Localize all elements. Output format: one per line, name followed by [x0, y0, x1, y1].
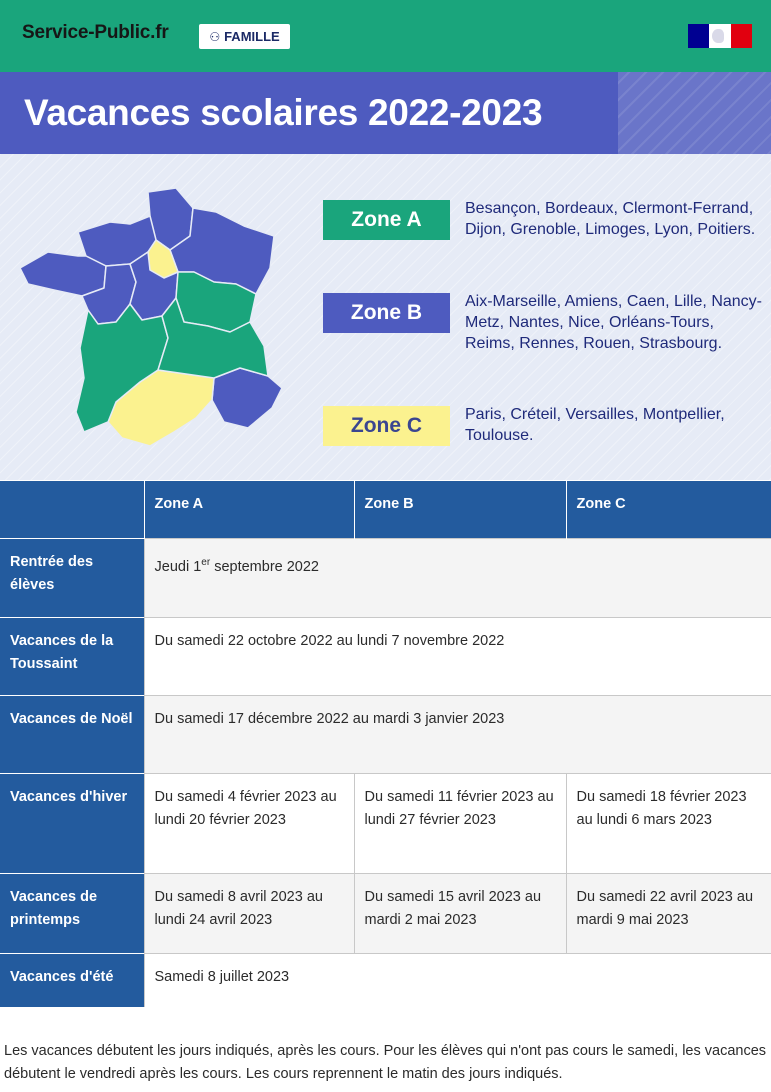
row-label: Vacances d'hiver [0, 773, 144, 873]
zone-c-cities: Paris, Créteil, Versailles, Montpellier, Toulouse. [465, 406, 725, 444]
all-zones-cell: Jeudi 1er septembre 2022 [144, 538, 771, 617]
map-region-paca [212, 368, 282, 428]
table-row [0, 873, 771, 953]
table-row [0, 953, 771, 1007]
row-label: Vacances de printemps [0, 873, 144, 953]
family-icon: ⚇ [209, 29, 221, 44]
zone-c-chip: Zone C [323, 406, 450, 446]
badge-label: FAMILLE [224, 29, 280, 44]
france-zones-map [18, 186, 290, 452]
header-zone-b: Zone B [354, 481, 566, 538]
row-label: Vacances de la Toussaint [0, 617, 144, 695]
header-empty-cell [0, 481, 144, 538]
famille-badge[interactable] [199, 24, 290, 49]
footnote: Les vacances débutent les jours indiqués, après les cours. Pour les élèves qui n'ont pas cours le samedi, les vacances débutent le vendredi après les cours. Les cours reprennent le matin des jours indiqués. [4, 1043, 767, 1082]
holidays-table [0, 481, 771, 1007]
all-zones-cell: Samedi 8 juillet 2023 [144, 953, 771, 1007]
marianne-flag-logo[interactable] [688, 24, 752, 48]
zone-b-cell: Du samedi 15 avril 2023 au mardi 2 mai 2023 [354, 873, 566, 953]
table-row [0, 773, 771, 873]
header-zone-a: Zone A [144, 481, 354, 538]
table-row [0, 617, 771, 695]
page-title: Vacances scolaires 2022-2023 [24, 92, 543, 133]
zone-c-cell: Du samedi 22 avril 2023 au mardi 9 mai 2023 [566, 873, 771, 953]
zone-a-cell: Du samedi 4 février 2023 au lundi 20 février 2023 [144, 773, 354, 873]
site-brand[interactable]: Service-Public.fr [22, 22, 169, 43]
zone-c-cell: Du samedi 18 février 2023 au lundi 6 mars 2023 [566, 773, 771, 873]
table-header-row [0, 481, 771, 538]
zone-a-chip: Zone A [323, 200, 450, 240]
zone-a-cities: Besançon, Bordeaux, Clermont-Ferrand, Dijon, Grenoble, Limoges, Lyon, Poitiers. [465, 200, 756, 238]
row-label: Vacances de Noël [0, 695, 144, 773]
row-label: Vacances d'été [0, 953, 144, 1007]
table-row [0, 538, 771, 617]
zone-b-cities: Aix-Marseille, Amiens, Caen, Lille, Nancy-Metz, Nantes, Nice, Orléans-Tours, Reims, Rennes, Rouen, Strasbourg. [465, 293, 762, 352]
row-label: Rentrée des élèves [0, 538, 144, 617]
zone-b-chip: Zone B [323, 293, 450, 333]
all-zones-cell: Du samedi 17 décembre 2022 au mardi 3 janvier 2023 [144, 695, 771, 773]
table-row [0, 695, 771, 773]
all-zones-cell: Du samedi 22 octobre 2022 au lundi 7 novembre 2022 [144, 617, 771, 695]
header-zone-c: Zone C [566, 481, 771, 538]
zone-b-cell: Du samedi 11 février 2023 au lundi 27 février 2023 [354, 773, 566, 873]
zone-a-cell: Du samedi 8 avril 2023 au lundi 24 avril 2023 [144, 873, 354, 953]
